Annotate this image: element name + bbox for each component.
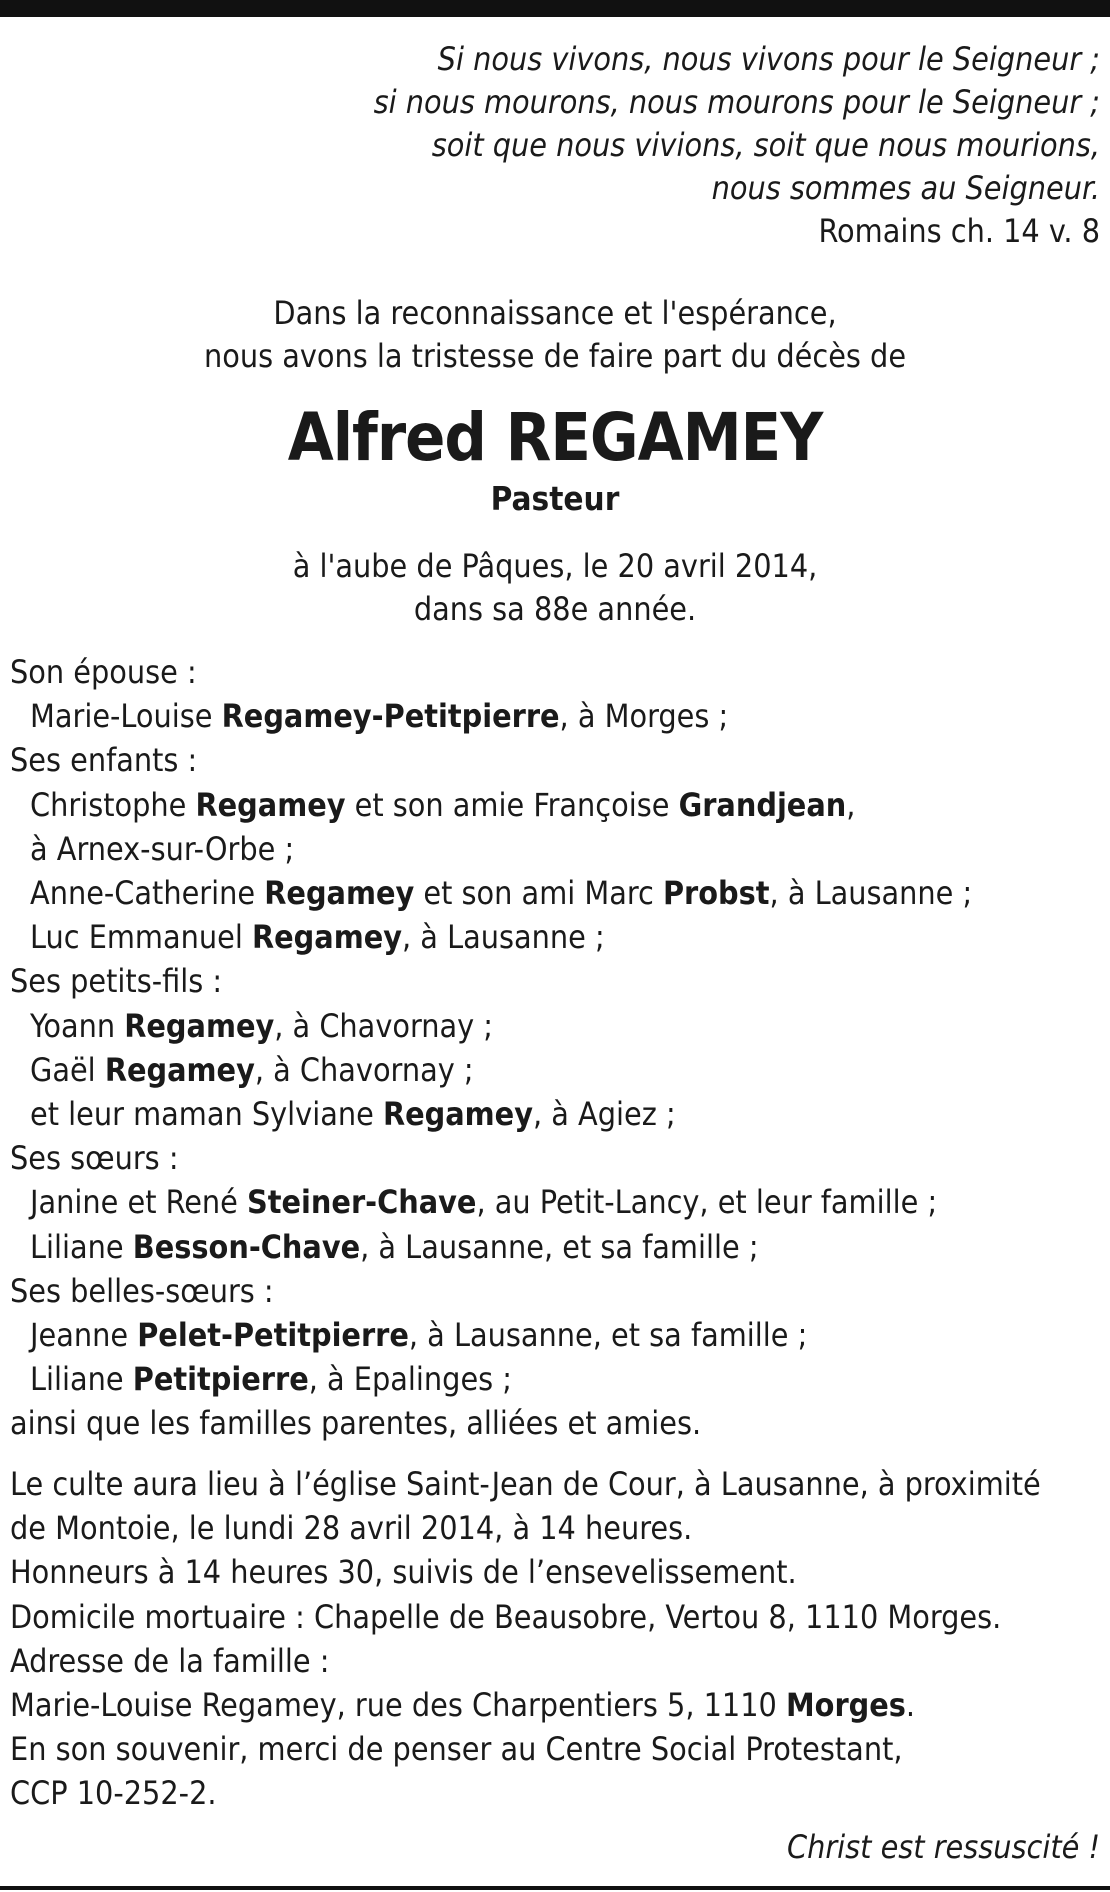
text-run: Ses petits-fils : <box>10 962 223 1001</box>
text-run: , <box>846 785 856 824</box>
text-run: En son souvenir, merci de penser au Centre Social Protestant, <box>10 1730 903 1769</box>
verse-line: Si nous vivons, nous vivons pour le Seigneur ; <box>437 40 1100 78</box>
text-run: de Montoie, le lundi 28 avril 2014, à 14 heures. <box>10 1509 693 1548</box>
info-line <box>10 1771 1100 1815</box>
family-group-heading <box>10 1401 1100 1445</box>
text-run: , à Morges ; <box>559 697 729 736</box>
text-run: Yoann <box>30 1006 125 1045</box>
info-line <box>10 1550 1100 1594</box>
bottom-rule <box>0 1886 1110 1890</box>
info-line <box>10 1462 1100 1506</box>
text-run: Adresse de la famille : <box>10 1641 330 1680</box>
info-line <box>10 1683 1100 1727</box>
family-group-heading <box>10 738 1100 782</box>
deceased-title: Pasteur <box>490 479 620 518</box>
text-run: Gaël <box>30 1050 105 1089</box>
family-member <box>10 915 1100 959</box>
text-run: et leur maman Sylviane <box>30 1095 383 1134</box>
intro-line: Dans la reconnaissance et l'espérance, <box>273 294 837 332</box>
death-date <box>0 545 1110 631</box>
text-run: à Arnex-sur-Orbe ; <box>30 829 295 868</box>
family-name-bold: Regamey-Petitpierre <box>221 697 560 736</box>
text-run: Jeanne <box>30 1316 138 1355</box>
closing-phrase: Christ est ressuscité ! <box>786 1828 1100 1866</box>
verse-reference: Romains ch. 14 v. 8 <box>818 212 1100 250</box>
family-member <box>10 783 1100 827</box>
top-rule <box>0 0 1110 17</box>
text-run: Marie-Louise Regamey, rue des Charpentiers 5, 1110 <box>10 1686 786 1725</box>
family-list <box>10 650 1100 1446</box>
family-name-bold: Grandjean <box>678 785 847 824</box>
text-run: Ses belles-sœurs : <box>10 1271 274 1310</box>
family-group-heading <box>10 650 1100 694</box>
text-run: , à Lausanne, et sa famille ; <box>408 1316 808 1355</box>
family-group-heading <box>10 959 1100 1003</box>
family-member <box>10 1313 1100 1357</box>
bible-verse <box>374 38 1100 253</box>
text-run: , à Chavornay ; <box>274 1006 493 1045</box>
text-run: Domicile mortuaire : Chapelle de Beausobre, Vertou 8, 1110 Morges. <box>10 1597 1002 1636</box>
date-line: à l'aube de Pâques, le 20 avril 2014, <box>292 547 818 585</box>
family-name-bold: Morges <box>786 1686 906 1725</box>
verse-line: soit que nous vivions, soit que nous mourions, <box>431 126 1100 164</box>
text-run: CCP 10-252-2. <box>10 1774 217 1813</box>
verse-line: si nous mourons, nous mourons pour le Seigneur ; <box>373 83 1100 121</box>
deceased-name: Alfred REGAMEY <box>287 399 823 476</box>
text-run: Janine et René <box>30 1183 248 1222</box>
info-line <box>10 1595 1100 1639</box>
text-run: ainsi que les familles parentes, alliées et amies. <box>10 1404 702 1443</box>
text-run: , à Lausanne ; <box>402 918 605 957</box>
family-group-heading <box>10 1269 1100 1313</box>
info-line <box>10 1727 1100 1771</box>
family-member <box>10 1180 1100 1224</box>
info-line <box>10 1639 1100 1683</box>
text-run: Ses sœurs : <box>10 1139 179 1178</box>
text-run: , à Lausanne, et sa famille ; <box>360 1227 759 1266</box>
text-run: , à Agiez ; <box>532 1095 676 1134</box>
text-run: . <box>905 1686 916 1725</box>
text-run: , au Petit-Lancy, et leur famille ; <box>476 1183 938 1222</box>
family-member <box>10 1004 1100 1048</box>
family-name-bold: Regamey <box>382 1095 533 1134</box>
text-run: , à Lausanne ; <box>769 874 973 913</box>
family-name-bold: Regamey <box>251 918 402 957</box>
text-run: Liliane <box>30 1360 133 1399</box>
intro-text <box>0 292 1110 378</box>
family-member <box>10 827 1100 871</box>
text-run: Ses enfants : <box>10 741 198 780</box>
text-run: Anne-Catherine <box>30 874 265 913</box>
text-run: , à Chavornay ; <box>254 1050 474 1089</box>
family-member <box>10 871 1100 915</box>
verse-line: nous sommes au Seigneur. <box>711 169 1100 207</box>
text-run: et son amie Françoise <box>345 785 679 824</box>
family-name-bold: Regamey <box>264 874 415 913</box>
family-name-bold: Steiner-Chave <box>247 1183 477 1222</box>
text-run: Liliane <box>30 1227 133 1266</box>
family-name-bold: Besson-Chave <box>132 1227 361 1266</box>
family-name-bold: Regamey <box>195 785 346 824</box>
family-member <box>10 1357 1100 1401</box>
text-run: , à Epalinges ; <box>308 1360 512 1399</box>
text-run: Marie-Louise <box>30 697 222 736</box>
family-member <box>10 1092 1100 1136</box>
family-member <box>10 1225 1100 1269</box>
ceremony-info <box>10 1462 1100 1816</box>
text-run: Christophe <box>30 785 196 824</box>
text-run: et son ami Marc <box>414 874 663 913</box>
text-run: Honneurs à 14 heures 30, suivis de l’ensevelissement. <box>10 1553 797 1592</box>
age-line: dans sa 88e année. <box>413 590 697 628</box>
family-name-bold: Probst <box>662 874 770 913</box>
family-member <box>10 694 1100 738</box>
family-name-bold: Petitpierre <box>132 1360 309 1399</box>
text-run: Son épouse : <box>10 653 197 691</box>
info-line <box>10 1506 1100 1550</box>
family-member <box>10 1048 1100 1092</box>
text-run: Le culte aura lieu à l’église Saint-Jean de Cour, à Lausanne, à proximité <box>10 1465 1041 1503</box>
family-group-heading <box>10 1136 1100 1180</box>
family-name-bold: Pelet-Petitpierre <box>137 1316 409 1355</box>
intro-line: nous avons la tristesse de faire part du décès de <box>203 337 907 375</box>
family-name-bold: Regamey <box>124 1006 275 1045</box>
family-name-bold: Regamey <box>104 1050 255 1089</box>
text-run: Luc Emmanuel <box>30 918 252 957</box>
